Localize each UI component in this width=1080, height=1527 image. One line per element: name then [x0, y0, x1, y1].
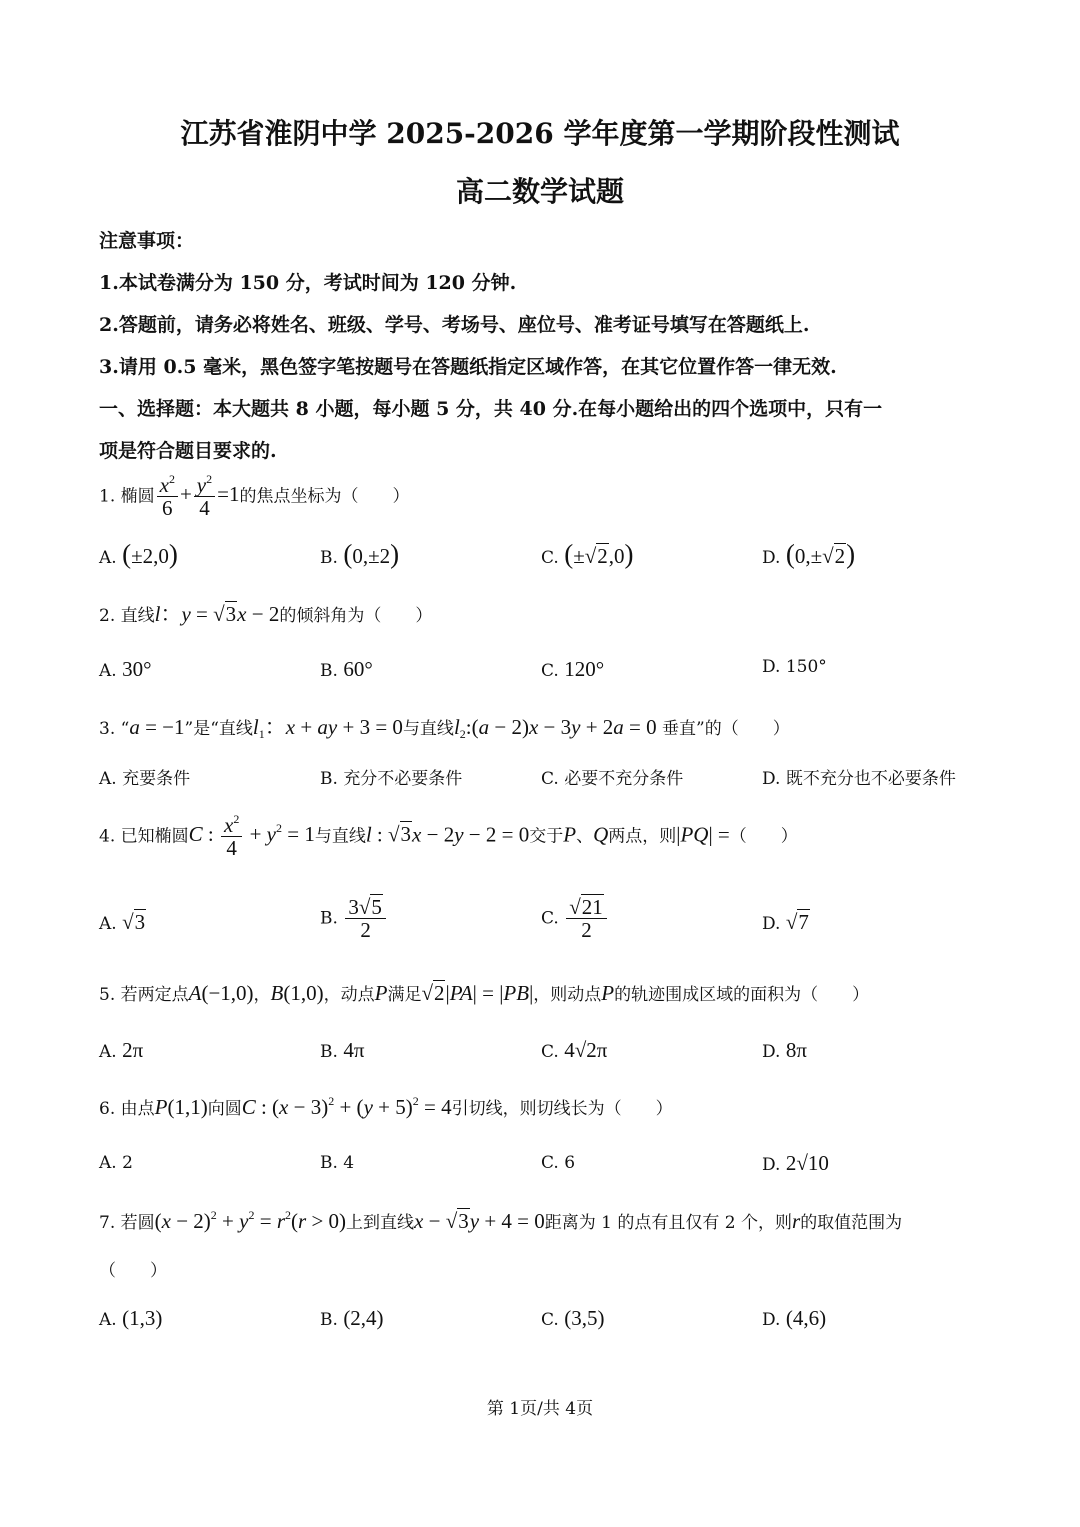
question-7-option-b: B. (2,4) — [320, 1306, 384, 1330]
question-5: 5. 若两定点A(−1,0)，B(1,0)，动点P满足√2|PA| = |PB|，则动点P的轨迹围成区域的面积为（ ） — [99, 981, 870, 1005]
question-4-option-a: A. √3 — [99, 910, 146, 934]
question-6: 6. 由点P(1,1)向圆C : $(x - 3)^2 + (y + 5)^2 = 4$引切线，则切线长为（ ） — [99, 1094, 673, 1119]
question-7-option-d: D. (4,6) — [762, 1306, 827, 1330]
question-2-option-d: D. 150° — [762, 657, 827, 677]
question-1-option-c: C. (±√2,0) — [541, 539, 634, 569]
question-5-option-a: A. 2π — [99, 1038, 144, 1062]
question-6-option-b: B. 4 — [320, 1153, 355, 1173]
question-1-option-b: B. (0,±2) — [320, 539, 400, 569]
notice-item-1: 1.本试卷满分为 150 分，考试时间为 120 分钟. — [99, 272, 517, 294]
question-1-option-a: A. (±2,0) — [99, 539, 178, 569]
question-7-option-a: A. (1,3) — [99, 1306, 163, 1330]
section-heading-cont: 项是符合题目要求的. — [99, 440, 277, 462]
question-7-cont: （ ） — [99, 1261, 167, 1281]
notice-item-3: 3.请用 0.5 毫米，黑色签字笔按题号在答题纸指定区域作答，在其它位置作答一律无效. — [99, 356, 837, 378]
question-1: 1. 椭圆 $\frac{x^2}{6}$ + $\frac{y^2}{4}$ =1的焦点坐标为（ ） — [99, 472, 410, 521]
question-4-option-c: C. $\frac{√21}{2}$ — [541, 896, 609, 941]
question-1-option-d: D. (0,±√2) — [762, 539, 856, 569]
question-4-option-b: B. $\frac{3√5}{2}$ — [320, 896, 388, 941]
exam-title: 江苏省淮阴中学 2025-2026 学年度第一学期阶段性测试 — [180, 117, 900, 150]
question-6-option-c: C. 6 — [541, 1153, 576, 1173]
question-5-option-d: D. 8π — [762, 1038, 807, 1062]
question-2-option-b: B. 60° — [320, 657, 373, 681]
math-ellipse-eq: $\frac{x^2}{6}$ + $\frac{y^2}{4}$ =1 — [155, 482, 240, 506]
question-6-option-d: D. 2√10 — [762, 1151, 829, 1175]
question-3-option-c: C. 必要不充分条件 — [541, 769, 684, 789]
question-3-option-b: B. 充分不必要条件 — [320, 769, 463, 789]
section-heading: 一、选择题：本大题共 8 小题，每小题 5 分，共 40 分.在每小题给出的四个选项中，只有一 — [99, 398, 883, 420]
question-5-option-c: C. 4√2π — [541, 1038, 608, 1062]
question-3-option-a: A. 充要条件 — [99, 769, 191, 789]
question-3-option-d: D. 既不充分也不必要条件 — [762, 769, 956, 789]
notice-item-2: 2.答题前，请务必将姓名、班级、学号、考场号、座位号、准考证号填写在答题纸上. — [99, 314, 810, 336]
question-4-option-d: D. √7 — [762, 910, 809, 934]
question-3: 3. “a = −1”是“直线$l_1$：x + ay + 3 = 0与直线$l_2:(a - 2)x - 3y + 2a = 0$ 垂直”的（ ） — [99, 715, 790, 741]
question-2: 2. 直线l：y = √3x − 2的倾斜角为（ ） — [99, 602, 433, 626]
question-4: 4. 已知椭圆C : $\frac{x^2}{4}$ + $y^2 = 1$与直线l : √3x − 2y − 2 = 0交于P、Q两点，则|PQ| =（ ） — [99, 812, 798, 861]
question-2-option-a: A. 30° — [99, 657, 152, 681]
exam-subtitle: 高二数学试题 — [455, 175, 624, 208]
question-2-option-c: C. 120° — [541, 657, 605, 681]
notice-heading: 注意事项： — [99, 230, 195, 252]
question-5-option-b: B. 4π — [320, 1038, 365, 1062]
question-7: 7. 若圆$(x - 2)^2 + y^2 = r^2(r > 0)$上到直线x − √3y + 4 = 0距离为 1 的点有且仅有 2 个，则r的取值范围为 — [99, 1208, 903, 1233]
page-number: 第 1页/共 4页 — [486, 1399, 594, 1419]
question-7-option-c: C. (3,5) — [541, 1306, 605, 1330]
question-6-option-a: A. 2 — [99, 1153, 133, 1173]
